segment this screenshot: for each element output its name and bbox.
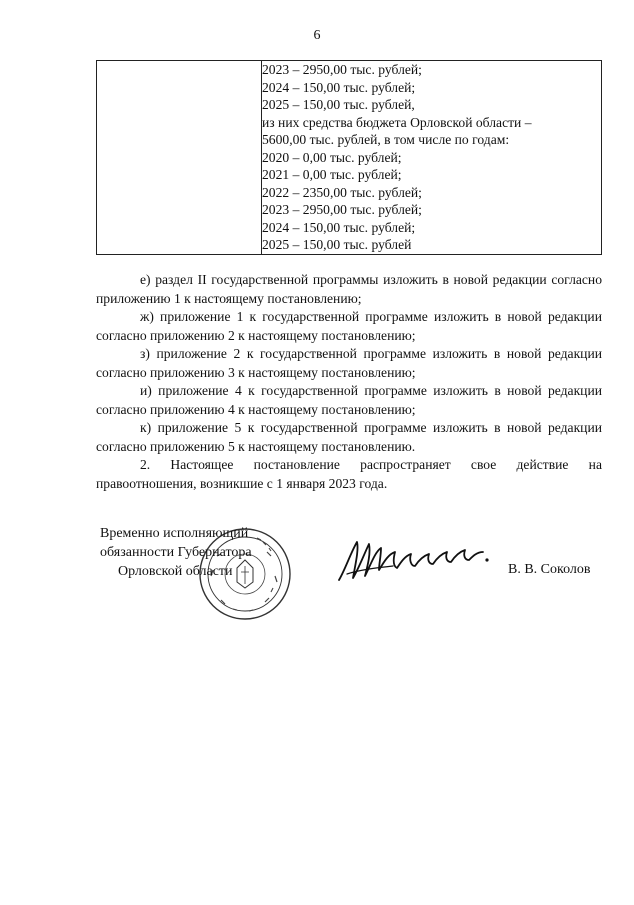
paragraph-e: е) раздел II государственной программы изложить в новой редакции согласно приложению 1 к настоящему постановлению; xyxy=(96,272,602,306)
paragraph-k: к) приложение 5 к государственной программе изложить в новой редакции согласно приложению 5 к настоящему постановлению. xyxy=(96,420,602,454)
funding-line: 2023 – 2950,00 тыс. рублей; xyxy=(262,202,422,217)
table-cell-funding xyxy=(262,61,602,255)
funding-line: 2022 – 2350,00 тыс. рублей; xyxy=(262,184,422,200)
paragraph-i: и) приложение 4 к государственной программе изложить в новой редакции согласно приложению 4 к настоящему постановлению; xyxy=(96,383,602,417)
funding-line: 2024 – 150,00 тыс. рублей; xyxy=(262,219,416,235)
signer-name: В. В. Соколов xyxy=(508,562,591,577)
paragraph-zh: ж) приложение 1 к государственной программе изложить в новой редакции согласно приложению 2 к настоящему постановлению; xyxy=(96,309,602,343)
funding-line: 2020 – 0,00 тыс. рублей; xyxy=(262,149,402,165)
table-row xyxy=(97,61,602,255)
funding-line: 5600,00 тыс. рублей, в том числе по годам: xyxy=(262,132,510,147)
signature-position-block xyxy=(100,524,252,581)
funding-line: 2025 – 150,00 тыс. рублей, xyxy=(262,97,415,112)
page-number: 6 xyxy=(313,28,321,43)
funding-line: 2024 – 150,00 тыс. рублей; xyxy=(262,79,416,95)
paragraph-2: 2. Настоящее постановление распространяет свое действие на правоотношения, возникшие с 1 января 2023 года. xyxy=(96,457,602,491)
handwritten-signature xyxy=(335,530,495,586)
position-line: Орловской области xyxy=(118,564,233,579)
funding-line: 2023 – 2950,00 тыс. рублей; xyxy=(262,62,422,77)
paragraph-z: з) приложение 2 к государственной программе изложить в новой редакции согласно приложению 3 к настоящему постановлению; xyxy=(96,346,602,380)
position-line: Временно исполняющий xyxy=(100,526,249,541)
table-cell-empty xyxy=(97,61,262,255)
funding-line: 2025 – 150,00 тыс. рублей xyxy=(262,237,412,252)
position-line: обязанности Губернатора xyxy=(100,545,252,560)
program-funding-table xyxy=(96,60,602,255)
funding-line: 2021 – 0,00 тыс. рублей; xyxy=(262,167,402,182)
funding-line: из них средства бюджета Орловской области – xyxy=(262,114,532,130)
